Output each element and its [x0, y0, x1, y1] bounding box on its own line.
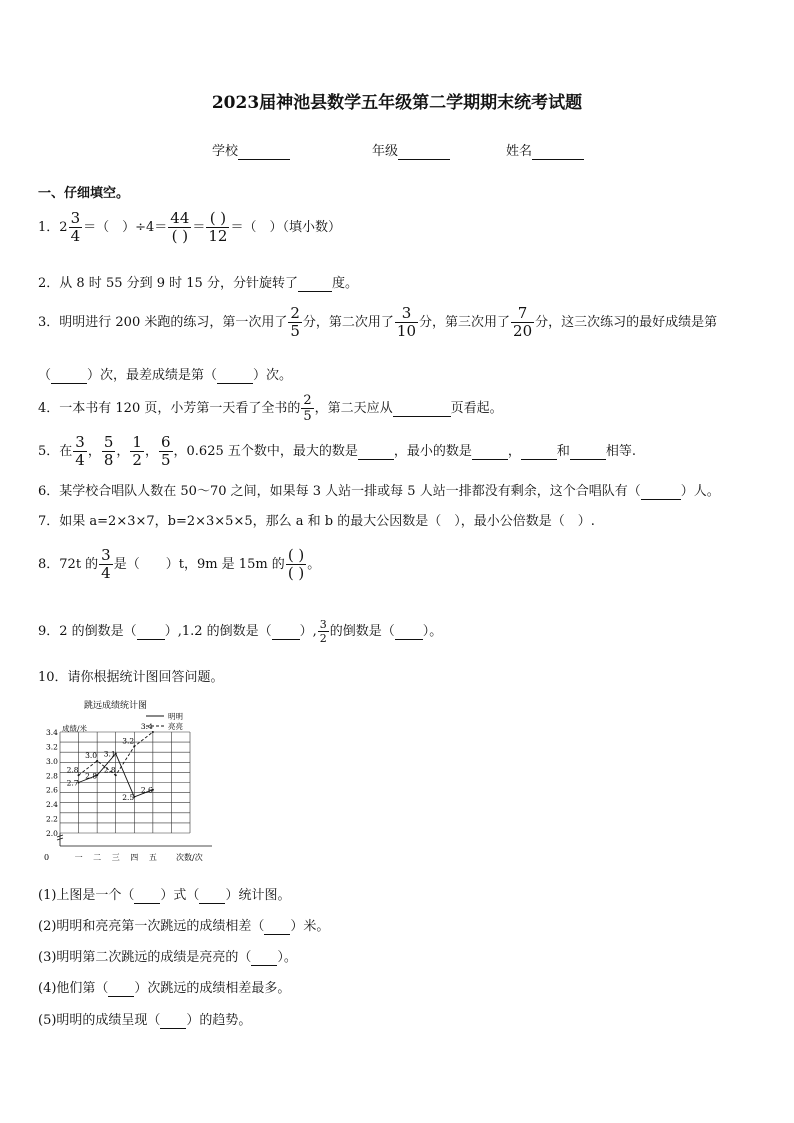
page-title: 2023届神池县数学五年级第二学期期末统考试题 [211, 93, 583, 113]
data-label: 3.1 [103, 749, 116, 759]
data-point [133, 745, 135, 747]
answer-blank[interactable] [395, 624, 423, 640]
legend-label: 明明 [168, 712, 183, 721]
answer-blank[interactable] [51, 368, 87, 384]
legend-label: 亮亮 [168, 722, 183, 731]
x-tick-label: 一 [74, 853, 83, 862]
fraction: $\frac{( )}{12}$ [208, 209, 228, 245]
fraction: $\frac{1}{2}$ [132, 433, 142, 469]
y-tick-label: 3.0 [46, 756, 58, 766]
answer-blank[interactable] [272, 624, 300, 640]
y-tick-label: 2.0 [46, 829, 58, 838]
question-4: 4．一本书有 120 页，小芳第一天看了全书的 $\frac{2}{5}$ ，第二天应从 页看起。 [38, 393, 503, 424]
answer-blank[interactable] [641, 484, 681, 500]
sub-question-1: (1)上图是一个（ ）式（ ）统计图。 [38, 888, 291, 903]
y-tick-label: 2.8 [46, 771, 58, 781]
data-label: 3.0 [85, 750, 98, 760]
jump-chart [36, 690, 226, 870]
x-tick-label: 三 [111, 853, 120, 862]
fraction: $\frac{2}{5}$ [290, 304, 300, 340]
answer-blank[interactable] [199, 888, 225, 904]
data-point [152, 731, 154, 733]
fraction: $\frac{3}{4}$ [101, 546, 111, 582]
chart-title: 跳远成绩统计图 [84, 701, 148, 711]
data-label: 2.8 [85, 771, 98, 781]
answer-blank[interactable] [298, 276, 332, 292]
fraction: $\frac{7}{20}$ [513, 304, 533, 340]
y-axis-label: 成绩/米 [62, 724, 88, 733]
fraction: $\frac{2}{5}$ [303, 393, 312, 424]
name-field [506, 140, 584, 160]
question-3-line-2: （ ）次，最差成绩是第（ ）次。 [38, 368, 293, 383]
answer-blank[interactable] [108, 981, 134, 997]
answer-blank[interactable] [393, 401, 451, 417]
chart-series [67, 722, 154, 802]
sub-question-4: (4)他们第（ ）次跳远的成绩相差最多。 [38, 981, 291, 996]
data-label: 2.8 [66, 765, 79, 775]
question-8: 8．72t 的 $\frac{3}{4}$ 是（ ）t，9m 是 15m 的 $\frac{( )}{( )}$ 。 [38, 546, 321, 582]
x-tick-label: 四 [130, 853, 139, 862]
data-label: 2.6 [140, 785, 153, 795]
school-label: 学校 [212, 144, 239, 159]
question-9: 9．2 的倒数是（ ）,1.2 的倒数是（ ）, $\frac{3}{2}$ 的倒数是（ ）。 [38, 618, 443, 645]
data-label: 3.4 [140, 722, 153, 731]
answer-blank[interactable] [134, 888, 160, 904]
fraction: $\frac{44}{( )}$ [170, 209, 190, 245]
grade-label: 年级 [372, 144, 399, 159]
y-tick-label: 2.2 [46, 814, 58, 824]
sub-question-5: (5)明明的成绩呈现（ ）的趋势。 [38, 1013, 252, 1028]
sub-question-3: (3)明明第二次跳远的成绩是亮亮的（ ）。 [38, 950, 297, 965]
answer-blank[interactable] [521, 444, 557, 460]
data-label: 2.7 [66, 778, 79, 788]
fraction: $\frac{3}{10}$ [396, 304, 417, 340]
answer-blank[interactable] [160, 1013, 186, 1029]
fraction: $\frac{5}{8}$ [103, 433, 114, 469]
name-label: 姓名 [506, 144, 533, 159]
x-tick-label: 二 [93, 853, 102, 862]
data-label: 3.2 [122, 736, 135, 746]
name-blank[interactable] [532, 144, 584, 160]
question-6: 6．某学校合唱队人数在 50～70 之间，如果每 3 人站一排或每 5 人站一排都没有剩余，这个合唱队有（ ）人。 [38, 484, 720, 499]
answer-blank[interactable] [137, 624, 165, 640]
data-point [96, 760, 98, 762]
answer-blank[interactable] [217, 368, 253, 384]
question-1: 1．2 $\frac{3}{4}$ ＝（ ）÷4＝ $\frac{44}{( )}$ ＝ $\frac{( )}{12}$ ＝（ ）（填小数） [38, 209, 341, 245]
data-label: 2.8 [103, 765, 116, 775]
data-point [78, 774, 80, 776]
fraction: $\frac{3}{2}$ [319, 618, 327, 645]
fraction: $\frac{3}{4}$ [70, 209, 81, 245]
y-tick-label: 2.4 [46, 800, 58, 810]
grade-field [372, 140, 450, 160]
y-tick-labels [46, 728, 58, 838]
x-axis-label: 次数/次 [176, 853, 203, 862]
question-5: 5．在 $\frac{3}{4}$ ， $\frac{5}{8}$ ， $\frac{1}{2}$ ， $\frac{6}{5}$ ，0.625 五个数中，最大的数是 ，最小的数是 ， 和 相等. [38, 433, 637, 469]
y-tick-label: 3.2 [46, 742, 58, 752]
section-heading: 一、仔细填空。 [38, 186, 130, 201]
question-3: 3．明明进行 200 米跑的练习，第一次用了 $\frac{2}{5}$ 分，第二次用了 $\frac{3}{10}$ 分，第三次用了 $\frac{7}{20}$ 分，这三次练习的最好成绩是第 [38, 304, 718, 340]
school-blank[interactable] [238, 144, 290, 160]
grade-blank[interactable] [398, 144, 450, 160]
data-point [115, 774, 117, 776]
origin-label: 0 [44, 853, 50, 862]
answer-blank[interactable] [264, 919, 290, 935]
answer-blank[interactable] [472, 444, 508, 460]
sub-question-2: (2)明明和亮亮第一次跳远的成绩相差（ ）米。 [38, 919, 330, 934]
answer-blank[interactable] [251, 950, 277, 966]
data-label: 2.5 [122, 792, 135, 802]
x-tick-labels [75, 853, 157, 862]
answer-blank[interactable] [570, 444, 606, 460]
question-7: 7．如果 a=2×3×7，b=2×3×5×5，那么 a 和 b 的最大公因数是（ ），最小公倍数是（ ）. [38, 514, 595, 529]
question-2: 2．从 8 时 55 分到 9 时 15 分，分针旋转了 度。 [38, 276, 358, 291]
x-tick-label: 五 [148, 853, 157, 862]
fraction: $\frac{6}{5}$ [160, 433, 171, 469]
answer-blank[interactable] [358, 444, 394, 460]
fraction: $\frac{( )}{( )}$ [287, 546, 305, 582]
fraction: $\frac{3}{4}$ [75, 433, 85, 469]
y-tick-label: 2.6 [46, 785, 58, 795]
question-10: 10．请你根据统计图回答问题。 [38, 670, 224, 685]
chart-axes [57, 833, 212, 846]
y-tick-label: 3.4 [46, 728, 58, 737]
school-field [212, 140, 290, 160]
